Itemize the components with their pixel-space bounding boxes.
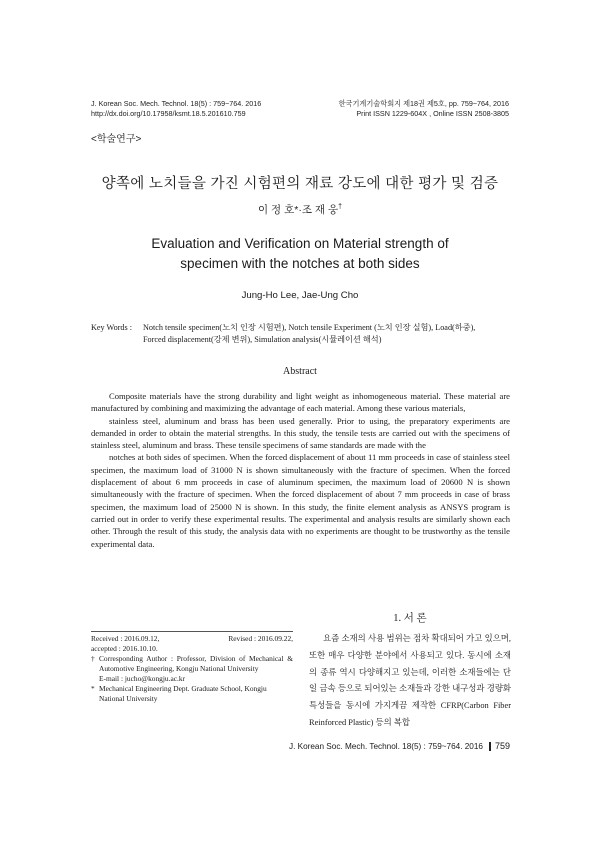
dagger-mark: † (91, 654, 95, 663)
title-english-line1: Evaluation and Verification on Material strength of (151, 236, 449, 251)
received-revised-row (91, 634, 293, 644)
authors-korean-names: 이 정 호*·조 재 웅 (257, 204, 339, 216)
footer-separator (489, 742, 491, 751)
journal-citation: J. Korean Soc. Mech. Technol. 18(5) : 759~764. 2016 (91, 99, 262, 108)
footnote-divider (91, 631, 293, 632)
authors-korean (0, 202, 600, 217)
corresponding-author-note (91, 654, 293, 674)
section-heading-introduction: 1. 서 론 (393, 613, 427, 624)
abstract-paragraph: stainless steel, aluminum and brass has been used generally. Prior to using, the preparatory experiments are demanded in order to obtain the material strengths. In this study, the tensile tests are carried out with the specimens of stainless steel, aluminum and brass. These tensile specimens of same standards are made with the (91, 415, 510, 451)
authors-english: Jung-Ho Lee, Jae-Ung Cho (241, 290, 359, 301)
page-number: 759 (494, 741, 510, 751)
journal-korean-citation: 한국기계기술학회지 제18권 제5호, pp. 759~764, 2016 (338, 99, 509, 108)
footer-citation: J. Korean Soc. Mech. Technol. 18(5) : 759~764. 2016 (288, 741, 483, 751)
keywords-line1: Notch tensile specimen(노치 인장 시험편), Notch tensile Experiment (노치 인장 실험), Load(하중), (143, 323, 476, 332)
keywords-label: Key Words : (91, 323, 133, 332)
abstract-body (91, 390, 510, 550)
abstract-paragraph: notches at both sides of specimen. When the forced displacement of about 11 mm proceeds in case of stainless steel specimen, the maximum load of 31000 N is shown simultaneously with the fracture of specimen. When the forced displacement of about 6 mm proceeds in case of aluminum specimen, the maximum load of 20600 N is shown simultaneously with the fracture of specimen. When the forced displacement of about 7 mm proceeds in case of brass specimen, the maximum load of 25000 N is shown. In this study, the finite element analysis as ANSYS program is carried out in order to verify these experimental results. The experimental and analysis results are similarly shown each other. Through the result of this study, the analysis data with no experiments are thought to be trustworthy as the tensile experimental data. (91, 452, 510, 549)
title-english (0, 234, 600, 274)
coauthor-note (91, 684, 293, 704)
abstract-heading: Abstract (283, 366, 317, 377)
accepted-date: accepted : 2016.10.10. (91, 644, 158, 653)
journal-citation-header (91, 99, 261, 118)
introduction-body (309, 631, 511, 732)
article-category: <학술연구> (91, 134, 142, 145)
introduction-paragraph: 요즘 소재의 사용 범위는 점차 확대되어 가고 있으며, 또한 매우 다양한 분야에서 사용되고 있다. 동시에 소재의 종류 역시 다양해지고 있는데, 이러한 소재들에는 단일 금속 등으로 되어있는 소재들과 강한 내구성과 경량화 특성들을 동시에 가지게끔 제작한 CFRP(Carbon Fiber Reinforced Plastic) 등의 복합 (309, 634, 511, 727)
title-korean: 양쪽에 노치들을 가진 시험편의 재료 강도에 대한 평가 및 검증 (101, 176, 499, 192)
asterisk-mark: * (91, 684, 95, 693)
revised-date: Revised : 2016.09.22, (228, 634, 293, 643)
page-footer (289, 741, 510, 751)
abstract-paragraph: Composite materials have the strong durability and light weight as inhomogeneous material. These material are manufactured by combining and maximizing the advantage of each material. Among these various materials, (91, 391, 510, 414)
title-english-line2: specimen with the notches at both sides (180, 256, 420, 271)
received-date: Received : 2016.09.12, (91, 634, 160, 643)
issn-info: Print ISSN 1229-604X , Online ISSN 2508-3805 (356, 108, 509, 118)
author-email[interactable]: E-mail : jucho@kongju.ac.kr (99, 674, 186, 683)
footnotes-block (91, 634, 293, 704)
coauthor-affiliation: Mechanical Engineering Dept. Graduate School, Kongju National University (99, 684, 267, 703)
journal-issn-header (339, 99, 509, 118)
keywords-line2: Forced displacement(강제 변위), Simulation analysis(시뮬레이션 해석) (143, 335, 382, 344)
doi-link[interactable]: http://dx.doi.org/10.17958/ksmt.18.5.201610.759 (91, 108, 246, 118)
keywords-block (91, 322, 511, 346)
corresponding-author-text: Corresponding Author : Professor, Division of Mechanical & Automotive Engineering, Kongju National University (99, 654, 293, 673)
corresponding-mark: † (338, 203, 343, 211)
